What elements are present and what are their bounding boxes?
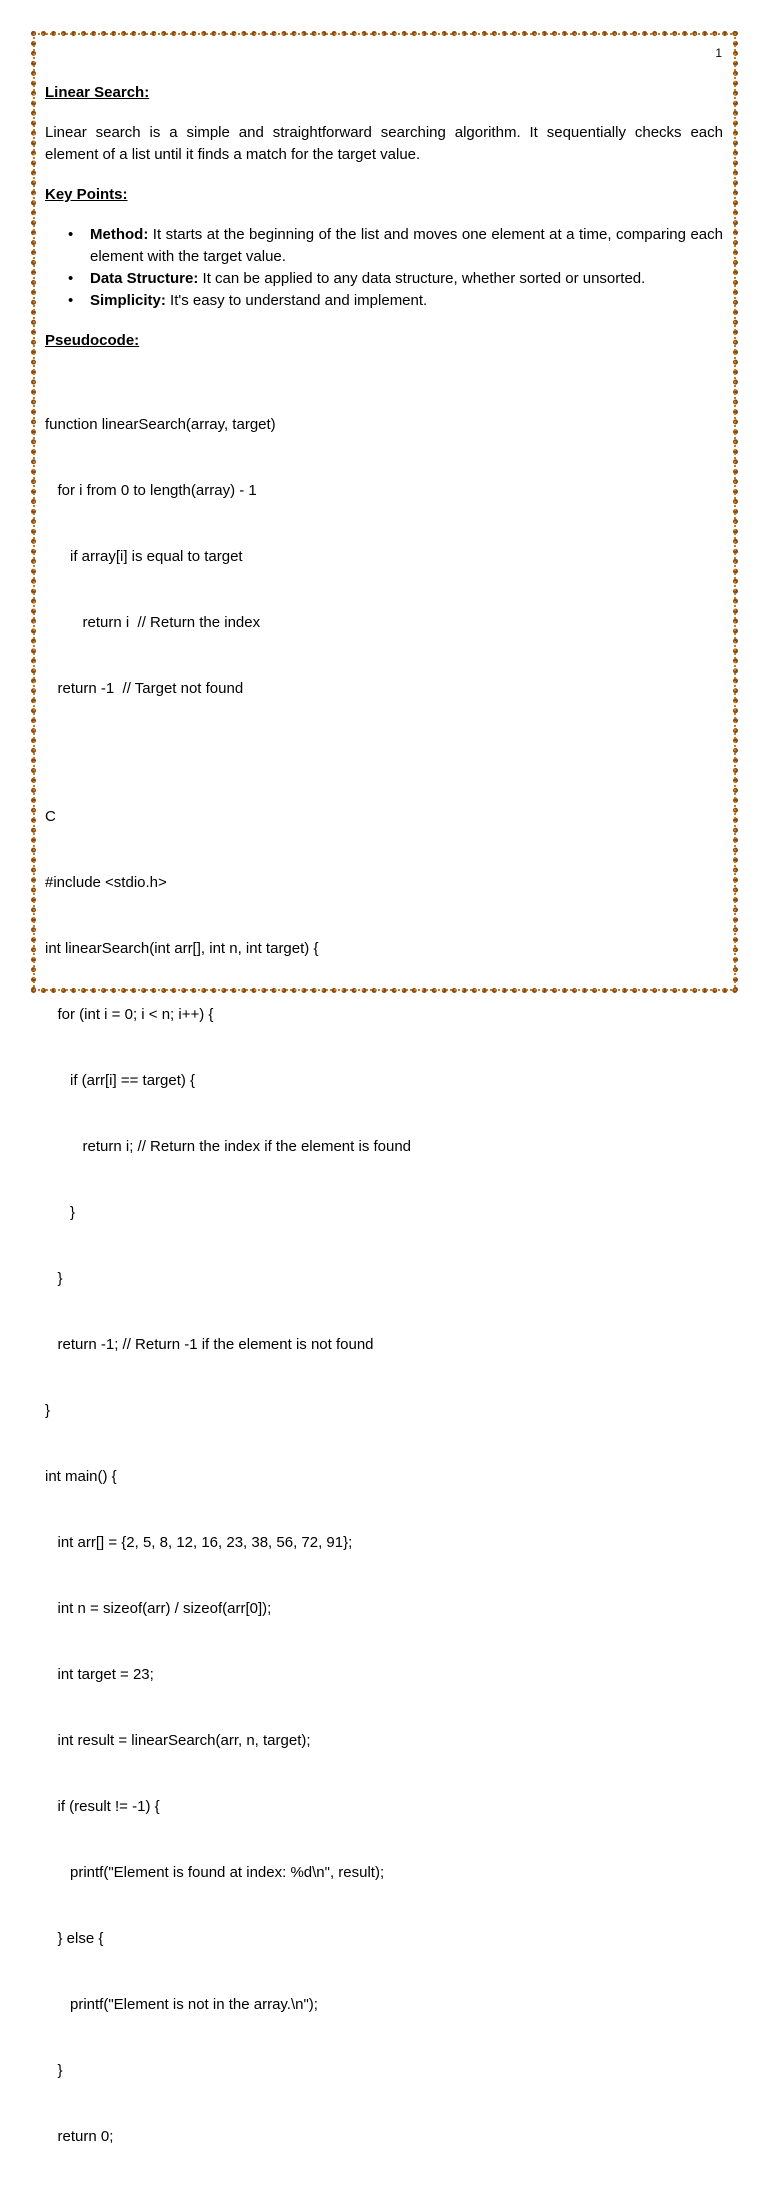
code-line: return -1 // Target not found — [45, 680, 244, 697]
code-line: } — [45, 1204, 76, 1221]
code-line: int linearSearch(int arr[], int n, int target) { — [45, 940, 319, 957]
key-point-data-structure — [68, 268, 723, 290]
pseudocode-block — [45, 370, 723, 744]
pseudocode-heading: Pseudocode: — [45, 332, 140, 349]
key-point-term: Simplicity: — [90, 292, 166, 309]
code-line: if (result != -1) { — [45, 1798, 160, 1815]
code-line: for i from 0 to length(array) - 1 — [45, 482, 257, 499]
code-line: return -1; // Return -1 if the element is not found — [45, 1336, 374, 1353]
code-line: return 0; — [45, 2128, 114, 2145]
code-line: return i; // Return the index if the element is found — [45, 1138, 412, 1155]
key-point-simplicity — [68, 290, 723, 312]
bullet-icon: • — [68, 226, 74, 243]
key-points-list — [45, 224, 723, 312]
code-line: int result = linearSearch(arr, n, target); — [45, 1732, 311, 1749]
bullet-icon: • — [68, 270, 74, 287]
key-point-method — [68, 224, 723, 268]
bullet-icon: • — [68, 292, 74, 309]
code-line: } — [45, 2062, 63, 2079]
page-number: 1 — [715, 46, 722, 60]
code-line: if array[i] is equal to target — [45, 548, 243, 565]
key-point-term: Data Structure: — [90, 270, 199, 287]
code-line: } — [45, 1402, 51, 1419]
linear-search-description: Linear search is a simple and straightforward searching algorithm. It sequentially checks each element of a list until it finds a match for the target value. — [45, 124, 723, 163]
code-line: printf("Element is found at index: %d\n", result); — [45, 1864, 385, 1881]
code-line: int arr[] = {2, 5, 8, 12, 16, 23, 38, 56, 72, 91}; — [45, 1534, 353, 1551]
key-point-text: It starts at the beginning of the list and moves one element at a time, comparing each element with the target value. — [90, 226, 723, 265]
code-line: int main() { — [45, 1468, 117, 1485]
code-line: if (arr[i] == target) { — [45, 1072, 196, 1089]
code-line: } else { — [45, 1930, 104, 1947]
c-code-block — [45, 762, 723, 2192]
code-line: C — [45, 808, 56, 825]
code-line: return i // Return the index — [45, 614, 261, 631]
linear-search-heading: Linear Search: — [45, 84, 150, 101]
key-point-text: It can be applied to any data structure, whether sorted or unsorted. — [198, 270, 646, 287]
code-line: printf("Element is not in the array.\n"); — [45, 1996, 318, 2013]
document-body — [45, 82, 723, 2192]
code-line: int target = 23; — [45, 1666, 154, 1683]
code-line: function linearSearch(array, target) — [45, 416, 276, 433]
key-point-text: It's easy to understand and implement. — [165, 292, 428, 309]
key-point-term: Method: — [90, 226, 149, 243]
code-line: int n = sizeof(arr) / sizeof(arr[0]); — [45, 1600, 272, 1617]
code-line: } — [45, 1270, 63, 1287]
code-line: for (int i = 0; i < n; i++) { — [45, 1006, 214, 1023]
code-line: #include <stdio.h> — [45, 874, 167, 891]
key-points-heading: Key Points: — [45, 186, 128, 203]
